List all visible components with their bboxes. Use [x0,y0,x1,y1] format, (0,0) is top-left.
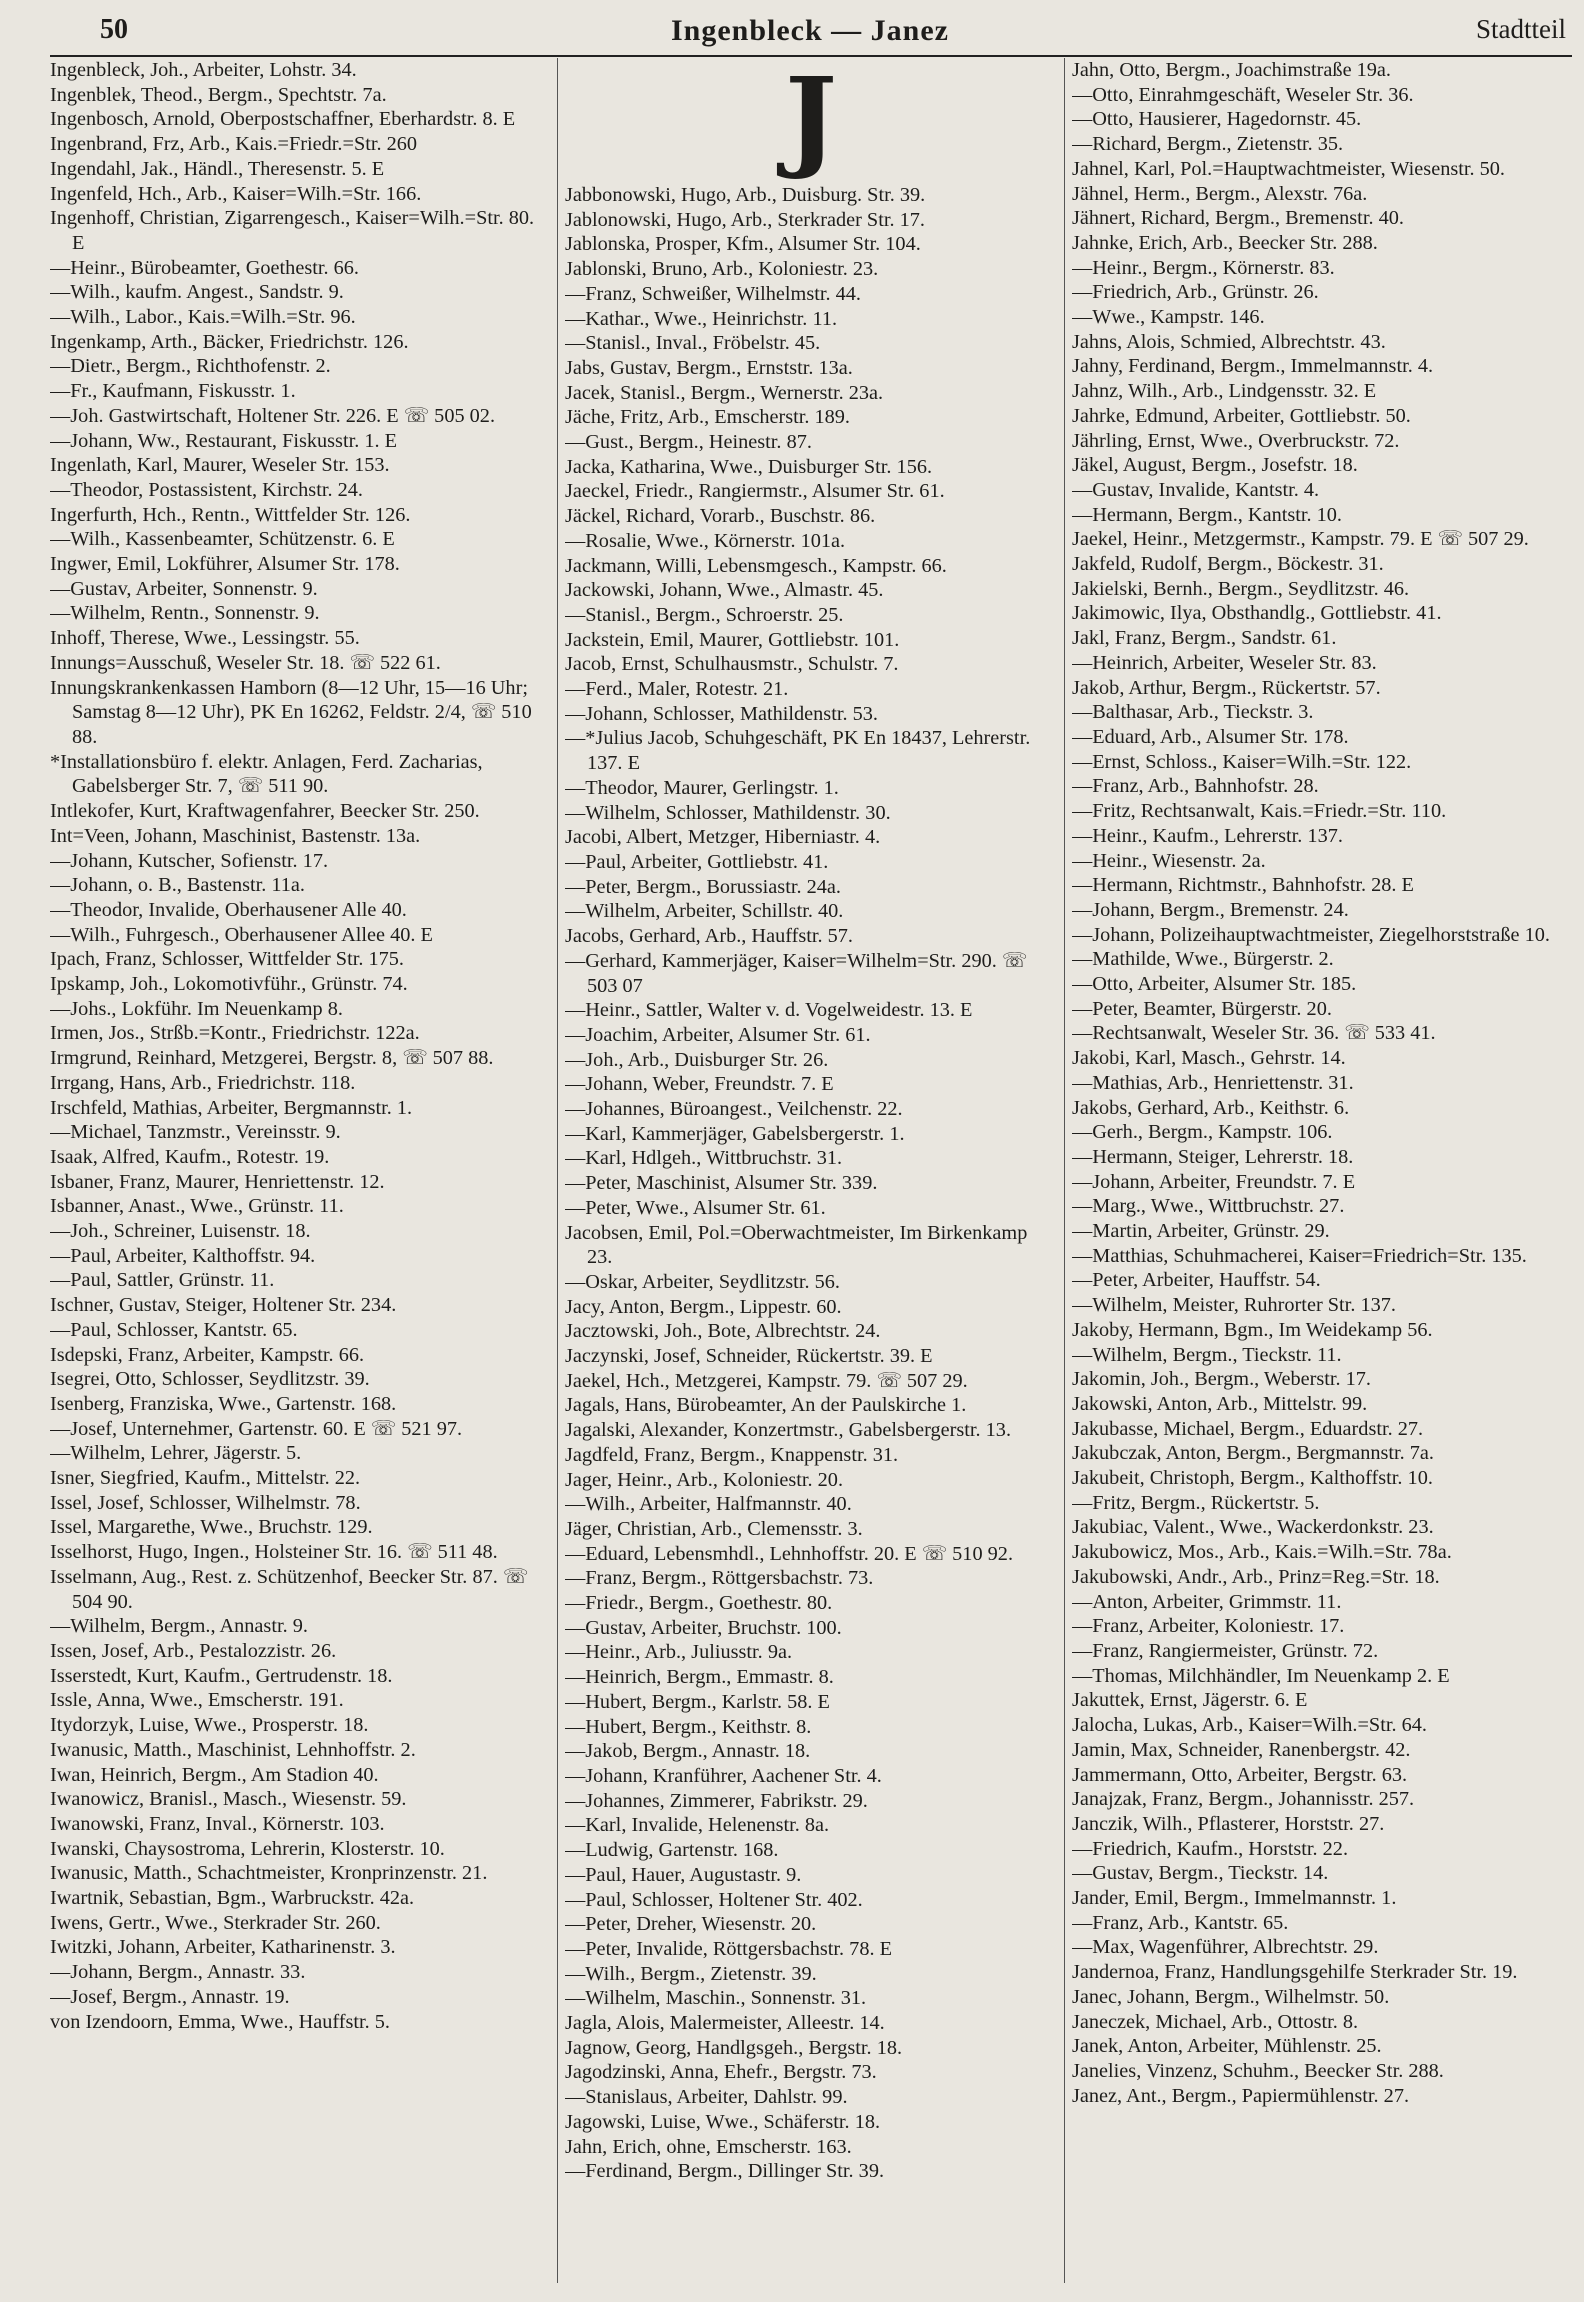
directory-entry: —Wilhelm, Meister, Ruhrorter Str. 137. [1072,1294,1396,1317]
directory-entry: —Paul, Arbeiter, Kalthoffstr. 94. [50,1244,316,1267]
directory-entry: —Wilh., kaufm. Angest., Sandstr. 9. [50,281,344,304]
directory-entry: —Wilhelm, Arbeiter, Schillstr. 40. [565,900,844,923]
directory-entry: Jakomin, Joh., Bergm., Weberstr. 17. [1072,1368,1371,1391]
directory-entry: Irrgang, Hans, Arb., Friedrichstr. 118. [50,1071,356,1094]
directory-entry: —Friedr., Bergm., Goethestr. 80. [565,1592,833,1615]
directory-entry: Ingenkamp, Arth., Bäcker, Friedrichstr. 126. [50,330,409,353]
directory-entry: Issel, Margarethe, Wwe., Bruchstr. 129. [50,1516,373,1539]
directory-entry: Jakowski, Anton, Arb., Mittelstr. 99. [1072,1392,1368,1415]
directory-entry: Isegrei, Otto, Schlosser, Seydlitzstr. 39. [50,1368,370,1391]
directory-entry: —Johannes, Zimmerer, Fabrikstr. 29. [565,1789,868,1812]
directory-entry: —Peter, Wwe., Alsumer Str. 61. [565,1196,826,1219]
directory-entry: —Fr., Kaufmann, Fiskusstr. 1. [50,380,296,403]
directory-entry: Jahrke, Edmund, Arbeiter, Gottliebstr. 50. [1072,404,1411,427]
directory-entry: Jahn, Erich, ohne, Emscherstr. 163. [565,2135,852,2158]
directory-entry: Jacobsen, Emil, Pol.=Oberwachtmeister, Im Birkenkamp 23. [565,1221,1028,1269]
directory-entry: Jacy, Anton, Bergm., Lippestr. 60. [565,1295,842,1318]
directory-entry: —Wwe., Kampstr. 146. [1072,306,1265,329]
directory-entry: Irmgrund, Reinhard, Metzgerei, Bergstr. 8, ☏ 507 88. [50,1047,494,1070]
directory-entry: Isselhorst, Hugo, Ingen., Holsteiner Str. 16. ☏ 511 48. [50,1541,498,1564]
directory-entry: —Karl, Invalide, Helenenstr. 8a. [565,1814,830,1837]
section-name: Stadtteil [1476,14,1566,44]
directory-entry: Jäkel, August, Bergm., Josefstr. 18. [1072,454,1358,477]
directory-entry: *Installationsbüro f. elektr. Anlagen, Ferd. Zacharias, Gabelsberger Str. 7, ☏ 511 90. [50,750,483,798]
directory-entry: —Franz, Bergm., Röttgersbachstr. 73. [565,1567,874,1590]
directory-entry: Inhoff, Therese, Wwe., Lessingstr. 55. [50,627,360,650]
directory-entry: —Ferdinand, Bergm., Dillinger Str. 39. [565,2160,885,2183]
directory-entry: —Mathilde, Wwe., Bürgerstr. 2. [1072,948,1334,971]
directory-entry: —Ludwig, Gartenstr. 168. [565,1839,779,1862]
directory-entry: Jakubowicz, Mos., Arb., Kais.=Wilh.=Str. 78a. [1072,1541,1452,1564]
directory-entry: —Gustav, Arbeiter, Bruchstr. 100. [565,1616,842,1639]
directory-entry: Iwanowski, Franz, Inval., Körnerstr. 103. [50,1812,385,1835]
directory-entry: —Wilh., Labor., Kais.=Wilh.=Str. 96. [50,306,356,329]
directory-entry: Jakimowic, Ilya, Obsthandlg., Gottliebstr. 41. [1072,602,1442,625]
directory-entry: —Otto, Einrahmgeschäft, Weseler Str. 36. [1072,83,1414,106]
page-number: 50 [100,14,128,45]
directory-entry: Jagodzinski, Anna, Ehefr., Bergstr. 73. [565,2061,877,2084]
directory-entry: Janczik, Wilh., Pflasterer, Horststr. 27. [1072,1812,1385,1835]
directory-entry: Jakobs, Gerhard, Arb., Keithstr. 6. [1072,1096,1350,1119]
directory-entry: Isdepski, Franz, Arbeiter, Kampstr. 66. [50,1343,365,1366]
section-letter: J [784,58,838,182]
directory-entry: Ingenhoff, Christian, Zigarrengesch., Kaiser=Wilh.=Str. 80. E [50,207,535,254]
directory-entry: —Wilh., Kassenbeamter, Schützenstr. 6. E [50,528,395,551]
directory-entry: Jalocha, Lukas, Arb., Kaiser=Wilh.=Str. 64. [1072,1714,1427,1737]
directory-entry: Jäckel, Richard, Vorarb., Buschstr. 86. [565,505,876,528]
directory-entry: —Gustav, Bergm., Tieckstr. 14. [1072,1862,1329,1885]
directory-entry: —Peter, Arbeiter, Hauffstr. 54. [1072,1269,1321,1292]
directory-entry: —Gustav, Arbeiter, Sonnenstr. 9. [50,577,318,600]
directory-entry: —Johann, Kranführer, Aachener Str. 4. [565,1765,882,1787]
directory-entry: —Wilh., Bergm., Zietenstr. 39. [565,1962,817,1985]
directory-entry: Itydorzyk, Luise, Wwe., Prosperstr. 18. [50,1714,369,1737]
directory-entry: —Karl, Kammerjäger, Gabelsbergerstr. 1. [565,1122,905,1145]
directory-entry: —Wilhelm, Maschin., Sonnenstr. 31. [565,1987,867,2010]
directory-entry: Ingenfeld, Hch., Arb., Kaiser=Wilh.=Str. 166. [50,182,422,205]
directory-entry: Jakuttek, Ernst, Jägerstr. 6. E [1072,1689,1308,1712]
directory-entry: —Paul, Hauer, Augustastr. 9. [565,1863,802,1886]
directory-entry: —Wilhelm, Bergm., Annastr. 9. [50,1615,308,1638]
directory-entry: —Josef, Bergm., Annastr. 19. [50,1985,290,2008]
directory-entry: —Franz, Arb., Bahnhofstr. 28. [1072,775,1319,798]
directory-entry: Irschfeld, Mathias, Arbeiter, Bergmannstr. 1. [50,1096,413,1119]
directory-entry: Ingenbrand, Frz, Arb., Kais.=Friedr.=Str. 260 [50,133,418,156]
directory-entry: Iwanowicz, Branisl., Masch., Wiesenstr. 59. [50,1788,407,1811]
directory-entry: —Heinr., Kaufm., Lehrerstr. 137. [1072,824,1343,847]
directory-entry: Jakubczak, Anton, Bergm., Bergmannstr. 7a. [1072,1442,1435,1465]
directory-entry: —Johannes, Büroangest., Veilchenstr. 22. [565,1098,903,1121]
directory-entry: Intlekofer, Kurt, Kraftwagenfahrer, Beecker Str. 250. [50,800,480,823]
directory-entry: Jacek, Stanisl., Bergm., Wernerstr. 23a. [565,381,884,404]
directory-entry: Jandernoa, Franz, Handlungsgehilfe Sterkrader Str. 19. [1072,1961,1518,1984]
directory-entry: —Stanislaus, Arbeiter, Dahlstr. 99. [565,2086,848,2109]
directory-entry: Jackstein, Emil, Maurer, Gottliebstr. 101. [565,628,900,651]
directory-entry: Irmen, Jos., Strßb.=Kontr., Friedrichstr. 122a. [50,1022,420,1045]
directory-entry: von Izendoorn, Emma, Wwe., Hauffstr. 5. [50,2010,391,2033]
directory-entry: Jagowski, Luise, Wwe., Schäferstr. 18. [565,2110,881,2133]
directory-entry: Jaeckel, Friedr., Rangiermstr., Alsumer Str. 61. [565,480,945,503]
directory-entry: Jander, Emil, Bergm., Immelmannstr. 1. [1072,1887,1397,1910]
directory-entry: —Heinrich, Bergm., Emmastr. 8. [565,1666,834,1689]
directory-entry: —Joachim, Arbeiter, Alsumer Str. 61. [565,1023,871,1046]
directory-entry: Innungskrankenkassen Hamborn (8—12 Uhr, 15—16 Uhr; Samstag 8—12 Uhr), PK En 16262, Feldstr. 2/4, ☏ 510 88. [50,676,532,748]
directory-entry: —Ernst, Schloss., Kaiser=Wilh.=Str. 122. [1072,750,1412,773]
directory-entry: —Rosalie, Wwe., Körnerstr. 101a. [565,529,846,552]
directory-entry: Iwanusic, Matth., Schachtmeister, Kronprinzenstr. 21. [50,1862,488,1885]
directory-entry: —Peter, Maschinist, Alsumer Str. 339. [565,1172,878,1195]
directory-entry: —Dietr., Bergm., Richthofenstr. 2. [50,355,331,378]
directory-entry: Jakfeld, Rudolf, Bergm., Böckestr. 31. [1072,553,1384,576]
directory-entry: Jamin, Max, Schneider, Ranenbergstr. 42. [1072,1738,1411,1761]
directory-entry: Ipach, Franz, Schlosser, Wittfelder Str. 175. [50,948,404,971]
directory-entry: Janeczek, Michael, Arb., Ottostr. 8. [1072,2010,1359,2033]
directory-entry: Innungs=Ausschuß, Weseler Str. 18. ☏ 522 61. [50,651,441,674]
directory-entry: Jahnel, Karl, Pol.=Hauptwachtmeister, Wiesenstr. 50. [1072,157,1505,180]
directory-entry: —Peter, Dreher, Wiesenstr. 20. [565,1913,817,1936]
directory-entry: Jacobi, Albert, Metzger, Hiberniastr. 4. [565,826,881,849]
directory-entry: —Johann, Polizeihauptwachtmeister, Ziegelhorststraße 10. [1072,923,1550,946]
directory-entry: —Eduard, Arb., Alsumer Str. 178. [1072,725,1349,748]
directory-entry: Jagdfeld, Franz, Bergm., Knappenstr. 31. [565,1443,899,1466]
directory-entry: Int=Veen, Johann, Maschinist, Bastenstr. 13a. [50,824,421,847]
directory-entry: —Gerhard, Kammerjäger, Kaiser=Wilhelm=Str. 290. ☏ 503 07 [565,949,1028,997]
directory-entry: —Peter, Bergm., Borussiastr. 24a. [565,875,841,898]
directory-entry: —Theodor, Maurer, Gerlingstr. 1. [565,776,839,799]
directory-entry: Jablonski, Bruno, Arb., Koloniestr. 23. [565,258,879,281]
directory-entry: Jacztowski, Joh., Bote, Albrechtstr. 24. [565,1320,881,1343]
directory-entry: —Stanisl., Inval., Fröbelstr. 45. [565,332,821,355]
directory-entry: —Kathar., Wwe., Heinrichstr. 11. [565,307,838,330]
directory-entry: Jahn, Otto, Bergm., Joachimstraße 19a. [1072,59,1391,81]
header-rule [50,55,1572,57]
directory-entry: Ingwer, Emil, Lokführer, Alsumer Str. 178. [50,553,400,576]
directory-entry: Isbaner, Franz, Maurer, Henriettenstr. 12. [50,1170,385,1193]
directory-entry: Isselmann, Aug., Rest. z. Schützenhof, Beecker Str. 87. ☏ 504 90. [50,1565,529,1613]
directory-entry: Jammermann, Otto, Arbeiter, Bergstr. 63. [1072,1763,1408,1786]
directory-entry: —Hermann, Bergm., Kantstr. 10. [1072,503,1343,526]
directory-entry: Jackowski, Johann, Wwe., Almastr. 45. [565,579,884,602]
directory-entry: —Hubert, Bergm., Karlstr. 58. E [565,1690,830,1713]
directory-entry: —Marg., Wwe., Wittbruchstr. 27. [1072,1195,1345,1218]
directory-entry: —Martin, Arbeiter, Grünstr. 29. [1072,1220,1330,1243]
directory-entry: Janek, Anton, Arbeiter, Mühlenstr. 25. [1072,2035,1382,2058]
directory-entry: —Hermann, Steiger, Lehrerstr. 18. [1072,1145,1354,1168]
column-divider [1064,58,1065,2283]
directory-entry: —Wilhelm, Schlosser, Mathildenstr. 30. [565,801,891,824]
directory-entry: —Paul, Schlosser, Holtener Str. 402. [565,1888,863,1911]
directory-entry: Janelies, Vinzenz, Schuhm., Beecker Str. 288. [1072,2059,1444,2082]
directory-entry: —Johann, Kutscher, Sofienstr. 17. [50,849,329,872]
directory-entry: —Johs., Lokführ. Im Neuenkamp 8. [50,997,343,1020]
directory-entry: Iwan, Heinrich, Bergm., Am Stadion 40. [50,1763,379,1786]
directory-entry: —Heinr., Bergm., Körnerstr. 83. [1072,256,1335,279]
directory-entry: Jäger, Christian, Arb., Clemensstr. 3. [565,1517,863,1540]
directory-entry: —Heinr., Arb., Juliusstr. 9a. [565,1641,793,1664]
directory-entry: Ingenblek, Theod., Bergm., Spechtstr. 7a. [50,83,387,106]
directory-entry: —Fritz, Bergm., Rückertstr. 5. [1072,1491,1320,1514]
directory-entry: Ingenbosch, Arnold, Oberpostschaffner, Eberhardstr. 8. E [50,108,516,131]
directory-entry: Jagnow, Georg, Handlgsgeh., Bergstr. 18. [565,2036,903,2059]
directory-entry: Iwens, Gertr., Wwe., Sterkrader Str. 260. [50,1911,381,1934]
directory-entry: Janez, Ant., Bergm., Papiermühlenstr. 27. [1072,2084,1410,2107]
directory-entry: Jaczynski, Josef, Schneider, Rückertstr. 39. E [565,1345,933,1368]
directory-entry: Ingendahl, Jak., Händl., Theresenstr. 5. E [50,157,385,180]
directory-entry: —Theodor, Invalide, Oberhausener Alle 40. [50,898,407,921]
directory-entry: Jähnert, Richard, Bergm., Bremenstr. 40. [1072,207,1404,230]
directory-entry: —Theodor, Postassistent, Kirchstr. 24. [50,478,363,501]
directory-entry: —Johann, Ww., Restaurant, Fiskusstr. 1. E [50,429,398,452]
directory-entry: —Eduard, Lebensmhdl., Lehnhoffstr. 20. E ☏ 510 92. [565,1542,1014,1565]
directory-entry: —Heinr., Bürobeamter, Goethestr. 66. [50,256,359,279]
directory-entry: Jaekel, Heinr., Metzgermstr., Kampstr. 79. E ☏ 507 29. [1072,528,1529,551]
running-title: Ingenbleck — Janez [670,14,949,47]
directory-entry: Jagalski, Alexander, Konzertmstr., Gabelsbergerstr. 13. [565,1419,1012,1442]
directory-entry: Jäche, Fritz, Arb., Emscherstr. 189. [565,406,851,429]
directory-entry: —Max, Wagenführer, Albrechtstr. 29. [1072,1936,1379,1959]
directory-entry: —Paul, Sattler, Grünstr. 11. [50,1269,275,1292]
directory-entry: —Matthias, Schuhmacherei, Kaiser=Friedrich=Str. 135. [1072,1244,1527,1267]
directory-entry: —Gustav, Invalide, Kantstr. 4. [1072,478,1320,501]
directory-entry: —Gerh., Bergm., Kampstr. 106. [1072,1121,1333,1144]
directory-entry: Jakobi, Karl, Masch., Gehrstr. 14. [1072,1047,1346,1070]
directory-entry: —Joh., Schreiner, Luisenstr. 18. [50,1220,311,1243]
directory-entry: Jakielski, Bernh., Bergm., Seydlitzstr. 46. [1072,577,1410,600]
directory-entry: —Heinrich, Arbeiter, Weseler Str. 83. [1072,651,1377,674]
directory-entry: —Stanisl., Bergm., Schroerstr. 25. [565,603,844,626]
directory-entry: Iwanski, Chaysostroma, Lehrerin, Klosterstr. 10. [50,1837,445,1860]
directory-entry: —Jakob, Bergm., Annastr. 18. [565,1740,811,1763]
directory-entry: Jakob, Arthur, Bergm., Rückertstr. 57. [1072,676,1381,699]
directory-entry: Jablonowski, Hugo, Arb., Sterkrader Str. 17. [565,208,925,231]
directory-entry: Jagla, Alois, Malermeister, Alleestr. 14. [565,2012,885,2035]
directory-entry: —Wilhelm, Bergm., Tieckstr. 11. [1072,1343,1342,1366]
directory-entry: Iwartnik, Sebastian, Bgm., Warbruckstr. 42a. [50,1887,415,1910]
directory-entry: Jahny, Ferdinand, Bergm., Immelmannstr. 4. [1072,355,1434,378]
directory-entry: —*Julius Jacob, Schuhgeschäft, PK En 18437, Lehrerstr. 137. E [565,727,1031,775]
directory-entry: —Peter, Invalide, Röttgersbachstr. 78. E [565,1937,892,1960]
directory-entry: —Paul, Schlosser, Kantstr. 65. [50,1318,298,1341]
directory-entry: Jakl, Franz, Bergm., Sandstr. 61. [1072,627,1337,650]
directory-entry: —Karl, Hdlgeh., Wittbruchstr. 31. [565,1147,843,1170]
directory-entry: Jablonska, Prosper, Kfm., Alsumer Str. 104. [565,233,921,256]
directory-entry: Jähnel, Herm., Bergm., Alexstr. 76a. [1072,182,1368,205]
directory-entry: Isner, Siegfried, Kaufm., Mittelstr. 22. [50,1467,361,1490]
directory-entry: —Hubert, Bergm., Keithstr. 8. [565,1715,812,1738]
directory-entry: —Johann, Schlosser, Mathildenstr. 53. [565,702,878,725]
directory-entry: Jackmann, Willi, Lebensmgesch., Kampstr. 66. [565,554,947,577]
directory-entry: Jabs, Gustav, Bergm., Ernststr. 13a. [565,356,853,379]
column-2 [565,58,1057,2296]
column-3 [1072,58,1577,2296]
directory-entry: Isbanner, Anast., Wwe., Grünstr. 11. [50,1195,344,1218]
directory-entry: —Wilh., Arbeiter, Halfmannstr. 40. [565,1493,852,1516]
directory-entry: —Johann, Bergm., Annastr. 33. [50,1961,306,1984]
directory-entry: —Franz, Schweißer, Wilhelmstr. 44. [565,282,861,305]
directory-entry: Jährling, Ernst, Wwe., Overbruckstr. 72. [1072,429,1400,452]
directory-entry: —Wilhelm, Rentn., Sonnenstr. 9. [50,602,320,625]
directory-entry: —Peter, Beamter, Bürgerstr. 20. [1072,997,1332,1020]
directory-entry: Jakubeit, Christoph, Bergm., Kalthoffstr. 10. [1072,1467,1433,1490]
directory-entry: —Rechtsanwalt, Weseler Str. 36. ☏ 533 41. [1072,1022,1436,1045]
directory-entry: Janec, Johann, Bergm., Wilhelmstr. 50. [1072,1985,1390,2008]
page-header [0,14,1584,54]
directory-entry: —Heinr., Wiesenstr. 2a. [1072,849,1266,872]
directory-entry: Issle, Anna, Wwe., Emscherstr. 191. [50,1689,344,1712]
directory-entry: —Heinr., Sattler, Walter v. d. Vogelweidestr. 13. E [565,999,973,1022]
column-divider [557,58,558,2283]
directory-entry: —Franz, Arbeiter, Koloniestr. 17. [1072,1615,1345,1638]
directory-entry: Jakoby, Hermann, Bgm., Im Weidekamp 56. [1072,1318,1433,1341]
directory-entry: —Otto, Hausierer, Hagedornstr. 45. [1072,108,1362,131]
directory-entry: Jacka, Katharina, Wwe., Duisburger Str. 156. [565,455,933,478]
directory-entry: —Fritz, Rechtsanwalt, Kais.=Friedr.=Str. 110. [1072,800,1447,823]
directory-entry: Ingenlath, Karl, Maurer, Weseler Str. 153. [50,454,390,477]
directory-entry: —Gust., Bergm., Heinestr. 87. [565,431,812,454]
directory-entry: Jacobs, Gerhard, Arb., Hauffstr. 57. [565,925,854,948]
directory-entry: Jacob, Ernst, Schulhausmstr., Schulstr. 7. [565,653,899,676]
directory-entry: —Richard, Bergm., Zietenstr. 35. [1072,133,1344,156]
directory-entry: Jabbonowski, Hugo, Arb., Duisburg. Str. 39. [565,184,926,206]
column-1 [50,58,550,2296]
directory-entry: Jakubowski, Andr., Arb., Prinz=Reg.=Str. 18. [1072,1565,1440,1588]
directory-entry: —Mathias, Arb., Henriettenstr. 31. [1072,1071,1354,1094]
directory-entry: —Franz, Arb., Kantstr. 65. [1072,1911,1289,1934]
directory-entry: Jaekel, Hch., Metzgerei, Kampstr. 79. ☏ 507 29. [565,1369,968,1392]
directory-entry: —Michael, Tanzmstr., Vereinsstr. 9. [50,1121,341,1144]
directory-entry: Issel, Josef, Schlosser, Wilhelmstr. 78. [50,1491,361,1514]
directory-entry: Isaak, Alfred, Kaufm., Rotestr. 19. [50,1145,330,1168]
directory-entry: Jagals, Hans, Bürobeamter, An der Paulskirche 1. [565,1394,967,1417]
directory-entry: Ischner, Gustav, Steiger, Holtener Str. 234. [50,1294,397,1317]
directory-entry: —Thomas, Milchhändler, Im Neuenkamp 2. E [1072,1664,1450,1687]
directory-entry: —Ferd., Maler, Rotestr. 21. [565,678,789,701]
directory-entry: Jakubiac, Valent., Wwe., Wackerdonkstr. 23. [1072,1516,1434,1539]
directory-entry: Jahnz, Wilh., Arb., Lindgensstr. 32. E [1072,380,1377,403]
directory-entry: —Joh., Arb., Duisburger Str. 26. [565,1048,829,1071]
directory-entry: —Joh. Gastwirtschaft, Holtener Str. 226. E ☏ 505 02. [50,404,496,427]
directory-entry: —Paul, Arbeiter, Gottliebstr. 41. [565,850,829,873]
directory-entry: —Friedrich, Kaufm., Horststr. 22. [1072,1837,1349,1860]
directory-entry: —Otto, Arbeiter, Alsumer Str. 185. [1072,973,1357,996]
directory-entry: —Franz, Rangiermeister, Grünstr. 72. [1072,1640,1379,1662]
directory-entry: Ingenbleck, Joh., Arbeiter, Lohstr. 34. [50,59,357,81]
directory-entry: Ipskamp, Joh., Lokomotivführ., Grünstr. 74. [50,973,408,996]
directory-entry: —Johann, o. B., Bastenstr. 11a. [50,874,306,897]
directory-entry: Jager, Heinr., Arb., Koloniestr. 20. [565,1468,844,1491]
directory-entry: Isenberg, Franziska, Wwe., Gartenstr. 168. [50,1392,397,1415]
directory-entry: Jahns, Alois, Schmied, Albrechtstr. 43. [1072,330,1386,353]
directory-entry: —Anton, Arbeiter, Grimmstr. 11. [1072,1590,1342,1613]
directory-entry: —Johann, Arbeiter, Freundstr. 7. E [1072,1170,1356,1193]
directory-entry: Issen, Josef, Arb., Pestalozzistr. 26. [50,1640,337,1662]
directory-entry: —Oskar, Arbeiter, Seydlitzstr. 56. [565,1270,840,1293]
directory-entry: —Johann, Weber, Freundstr. 7. E [565,1073,834,1096]
directory-entry: —Wilhelm, Lehrer, Jägerstr. 5. [50,1442,302,1465]
directory-entry: Jahnke, Erich, Arb., Beecker Str. 288. [1072,231,1378,254]
directory-entry: —Johann, Bergm., Bremenstr. 24. [1072,898,1349,921]
directory-entry: Isserstedt, Kurt, Kaufm., Gertrudenstr. 18. [50,1664,393,1687]
directory-entry: Iwitzki, Johann, Arbeiter, Katharinenstr. 3. [50,1936,396,1959]
directory-entry: Jakubasse, Michael, Bergm., Eduardstr. 27. [1072,1417,1424,1440]
directory-entry: —Hermann, Richtmstr., Bahnhofstr. 28. E [1072,874,1414,897]
directory-entry: Ingerfurth, Hch., Rentn., Wittfelder Str. 126. [50,503,411,526]
directory-entry: —Friedrich, Arb., Grünstr. 26. [1072,281,1319,304]
directory-entry: —Josef, Unternehmer, Gartenstr. 60. E ☏ 521 97. [50,1417,463,1440]
directory-entry: —Wilh., Fuhrgesch., Oberhausener Allee 40. E [50,923,433,946]
directory-entry: Janajzak, Franz, Bergm., Johannisstr. 257. [1072,1788,1415,1811]
directory-entry: —Balthasar, Arb., Tieckstr. 3. [1072,701,1314,724]
directory-entry: Iwanusic, Matth., Maschinist, Lehnhoffstr. 2. [50,1738,416,1761]
